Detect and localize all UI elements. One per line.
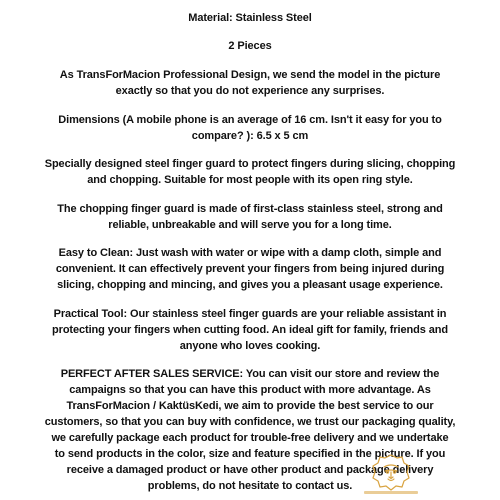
specially-line-1: Specially designed steel finger guard to protect fingers during slicing, chopping — [44, 158, 456, 170]
lion-logo-icon — [370, 452, 412, 494]
tool-line-3: anyone who loves cooking. — [179, 340, 321, 352]
pieces-line: 2 Pieces — [228, 40, 272, 52]
tool-line-1: Practical Tool: Our stainless steel finger guards are your reliable assistant in — [53, 308, 447, 320]
service-line-7: receive a damaged product or have other product and package delivery — [66, 464, 434, 476]
material-line: Material: Stainless Steel — [188, 12, 312, 24]
service-line-3: TransForMacion / KaktüsKedi, we aim to provide the best service to our — [66, 400, 434, 412]
transformacion-logo — [370, 452, 412, 494]
dimensions-line-1: Dimensions (A mobile phone is an average of 16 cm. Isn't it easy for you to — [58, 114, 442, 126]
design-line-2: exactly so that you do not experience any surprises. — [115, 85, 385, 97]
service-line-1: PERFECT AFTER SALES SERVICE: You can visit our store and review the — [60, 368, 440, 380]
tool-line-2: protecting your fingers when cutting food. An ideal gift for family, friends and — [52, 324, 448, 336]
service-line-2: campaigns so that you can have this product with more advantage. As — [69, 384, 431, 396]
design-line-1: As TransForMacion Professional Design, we send the model in the picture — [59, 69, 441, 81]
clean-line-2: convenient. It can effectively prevent your fingers from being injured during — [55, 263, 445, 275]
logo-wordmark — [364, 491, 418, 494]
service-line-8: problems, do not hesitate to contact us. — [147, 480, 353, 492]
dimensions-line-2: compare? ): 6.5 x 5 cm — [191, 130, 309, 142]
chopping-line-1: The chopping finger guard is made of first-class stainless steel, strong and — [57, 203, 443, 215]
chopping-line-2: reliable, unbreakable and will serve you for a long time. — [108, 219, 392, 231]
clean-line-3: slicing, chopping and mincing, and gives you a pleasant usage experience. — [57, 279, 443, 291]
clean-line-1: Easy to Clean: Just wash with water or wipe with a damp cloth, simple and — [58, 247, 442, 259]
specially-line-2: and chopping. Suitable for most people with its open ring style. — [87, 174, 413, 186]
service-line-4: customers, so that you can buy with confidence, we trust our packaging quality, — [44, 416, 456, 428]
service-line-6: to send products in the color, size and feature specified in the picture. If you — [54, 448, 446, 460]
service-line-5: we carefully package each product for trouble-free delivery and we undertake — [51, 432, 449, 444]
